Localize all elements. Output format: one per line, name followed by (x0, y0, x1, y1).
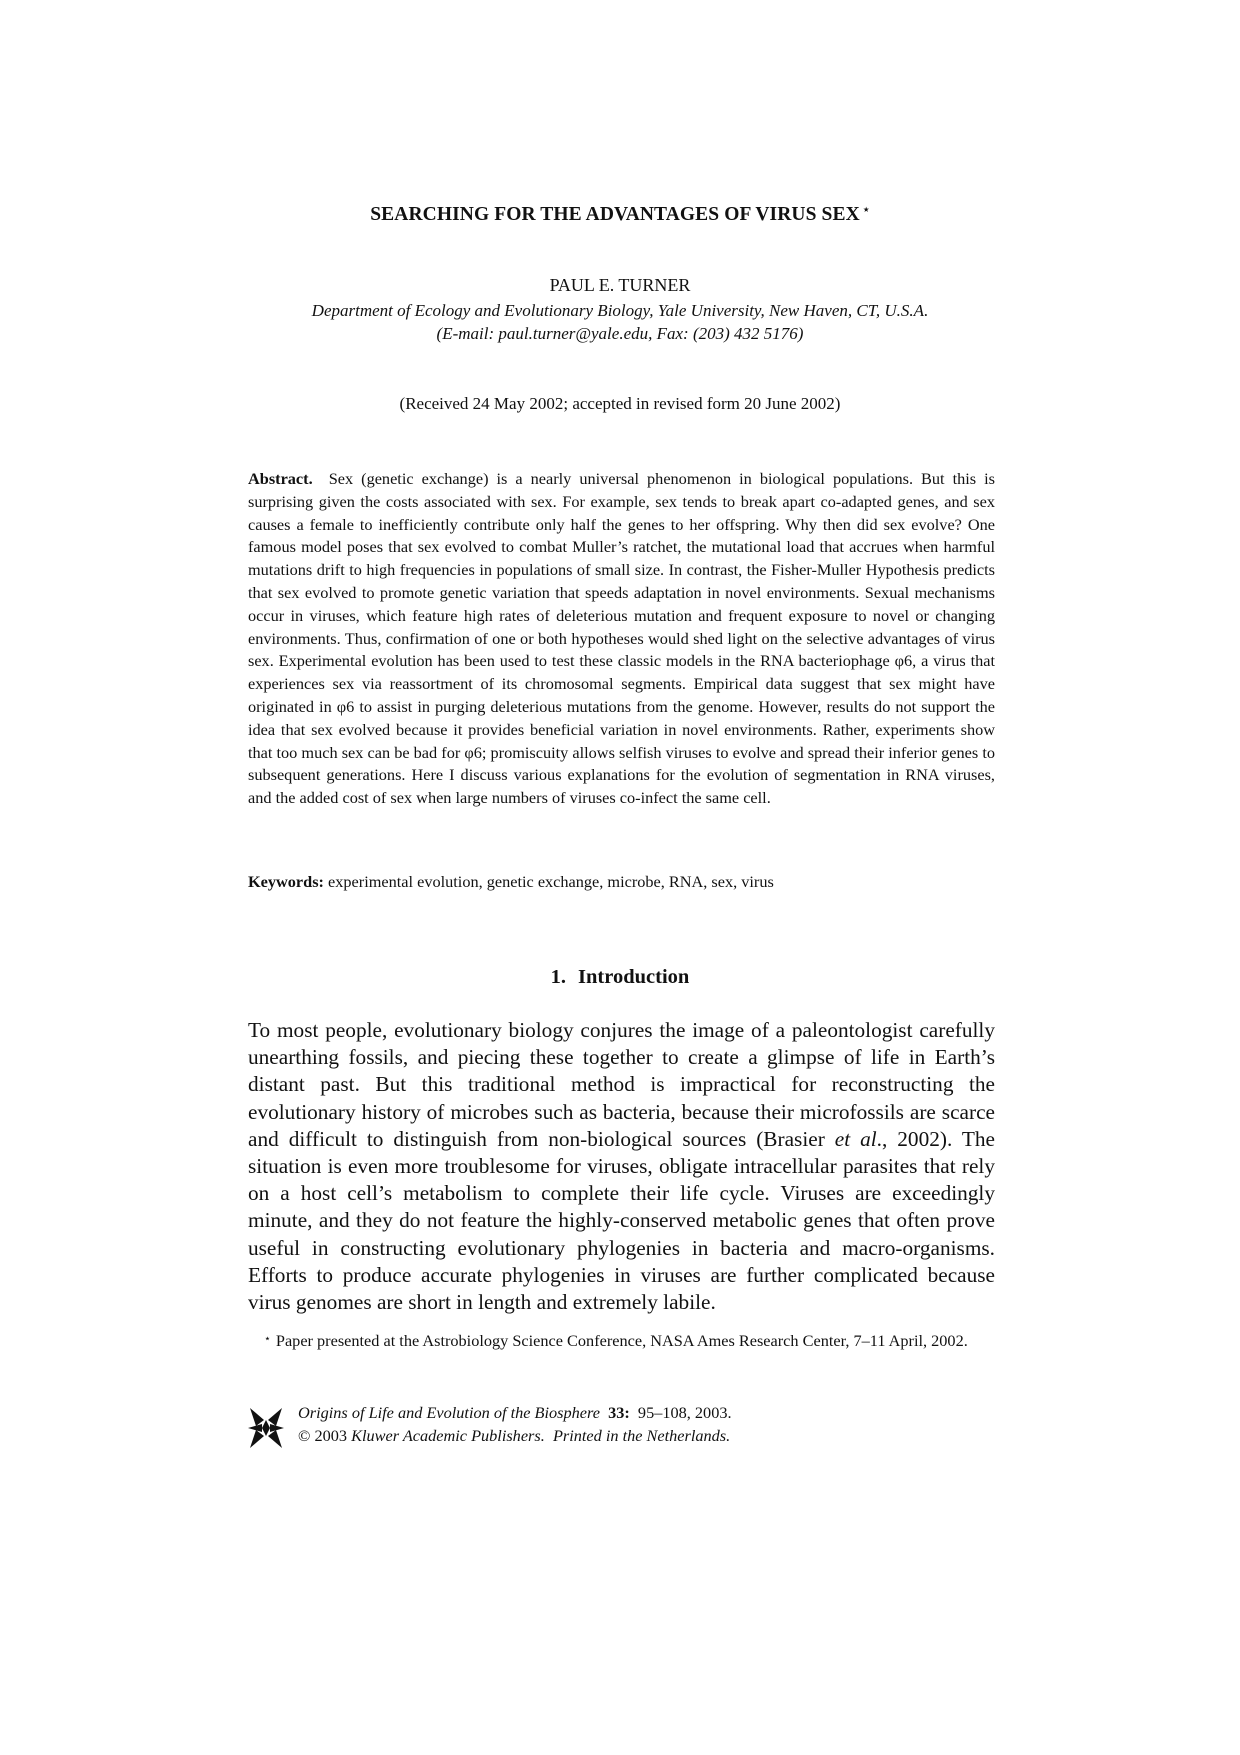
paper-title (0, 203, 1240, 226)
footnote (248, 1328, 995, 1352)
citation-etal: et al (834, 1126, 877, 1151)
journal-pages: 95–108, 2003. (637, 1403, 732, 1422)
journal-text (298, 1402, 732, 1448)
section-title: Introduction (578, 966, 690, 988)
journal-info (248, 1402, 1008, 1452)
keywords-text: experimental evolution, genetic exchange, microbe, RNA, sex, virus (328, 872, 774, 891)
copyright-year: 2003 (314, 1425, 348, 1445)
intro-text-part1: To most people, evolutionary biology conjures the image of a paleontologist carefully unearthing fossils, and piecing these together to create a glimpse of life in Earth’s distant past. But this traditional method is impractical for reconstructing the evolutionary history of microbes such as bacteria, because their microfossils are scarce and difficult to distinguish from non-biological sources (Brasier (248, 1018, 995, 1151)
printed-location: Printed in the Netherlands. (552, 1425, 731, 1445)
section-heading (0, 966, 1240, 989)
received-dates: (Received 24 May 2002; accepted in revised form 20 June 2002) (399, 394, 841, 413)
copyright-symbol: © (298, 1425, 311, 1445)
author-affiliation (0, 299, 1240, 345)
affiliation-line: Department of Ecology and Evolutionary Biology, Yale University, New Haven, CT, U.S.A. (311, 301, 929, 320)
section-number: 1. (550, 966, 567, 988)
journal-volume: 33: (608, 1403, 630, 1422)
author-name: PAUL E. TURNER (549, 275, 691, 295)
abstract-text: Sex (genetic exchange) is a nearly universal phenomenon in biological populations. But this is surprising given the costs associated with sex. For example, sex tends to break apart co-adapted genes, and sex causes a female to inefficiently contribute only half the genes to her offspring. Why then did sex evolve? One famous model poses that sex evolved to combat Muller’s ratchet, the mutational load that accrues when harmful mutations drift to high frequencies in populations of small size. In contrast, the Fisher-Muller Hypothesis predicts that sex evolved to promote genetic variation that speeds adaptation in novel environments. Sexual mechanisms occur in viruses, which feature high rates of deleterious mutation and frequent exposure to novel or changing environments. Thus, confirmation of one or both hypotheses would shed light on the selective advantages of virus sex. Experimental evolution has been used to test these classic models in the RNA bacteriophage φ6, a virus that experiences sex via reassortment of its chromosomal segments. Empirical data suggest that sex might have originated in φ6 to assist in purging deleterious mutations from the genome. However, results do not support the idea that sex evolved because it provides beneficial variation in novel environments. Rather, experiments show that too much sex can be bad for φ6; promiscuity allows selfish viruses to evolve and spread their inferior genes to subsequent generations. Here I discuss various explanations for the evolution of segmentation in RNA viruses, and the added cost of sex when large numbers of viruses co-infect the same cell. (248, 469, 995, 808)
title-footnote-mark[interactable]: ⋆ (862, 204, 870, 216)
publisher-name: Kluwer Academic Publishers. (351, 1425, 545, 1445)
footnote-mark: ⋆ (264, 1333, 271, 1345)
abstract (248, 468, 995, 810)
footnote-text: Paper presented at the Astrobiology Science Conference, NASA Ames Research Center, 7–11 April, 2002. (275, 1331, 968, 1350)
intro-text-part2: ., 2002). The situation is even more troublesome for viruses, obligate intracellular parasites that rely on a host cell’s metabolism to complete their life cycle. Viruses are exceedingly minute, and they do not feature the highly-conserved metabolic genes that often prove useful in constructing evolutionary phylogenies in bacteria and macro-organisms. Efforts to produce accurate phylogenies in viruses are further complicated because virus genomes are short in length and extremely labile. (248, 1126, 995, 1315)
keywords-label: Keywords: (248, 872, 324, 891)
kluwer-logo-icon (248, 1406, 284, 1450)
intro-paragraph (248, 1017, 995, 1316)
abstract-label: Abstract. (248, 469, 313, 488)
journal-name: Origins of Life and Evolution of the Biosphere (298, 1403, 600, 1422)
journal-citation-line (298, 1402, 732, 1425)
paper-title-text: SEARCHING FOR THE ADVANTAGES OF VIRUS SEX (370, 204, 860, 225)
contact-line: (E-mail: paul.turner@yale.edu, Fax: (203) 432 5176) (436, 324, 804, 343)
copyright-line (298, 1425, 732, 1448)
keywords (248, 872, 995, 892)
